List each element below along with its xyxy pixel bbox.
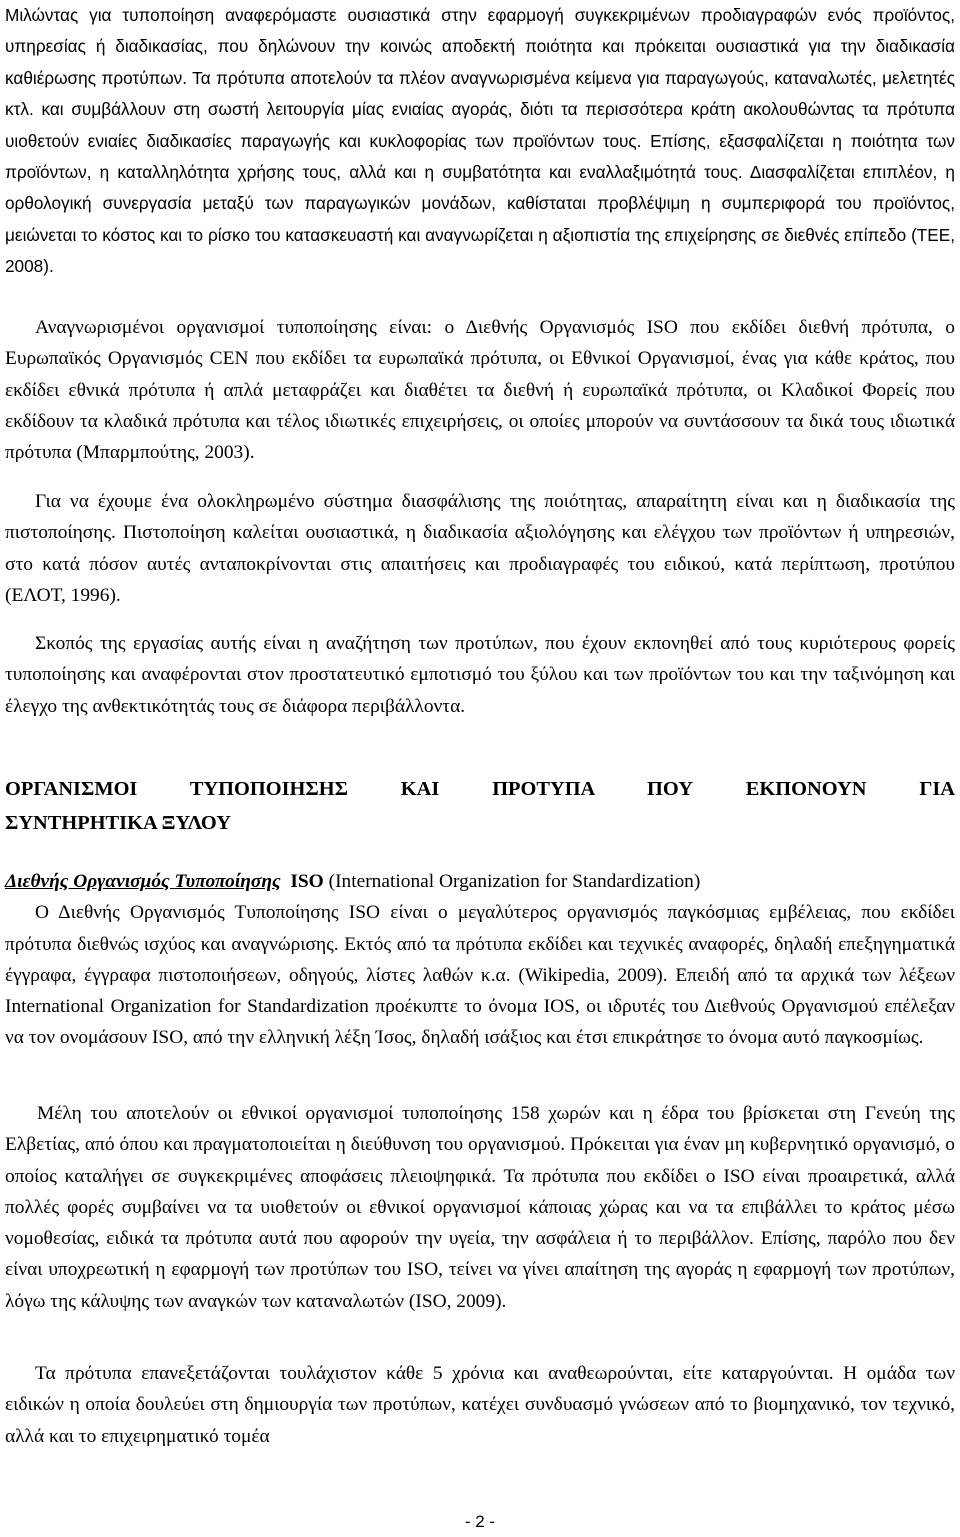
paragraph-iso-description: Ο Διεθνής Οργανισμός Τυποποίησης ISO είναι ο μεγαλύτερος οργανισμός παγκόσμιας εμβέλειας, που εκδίδει πρότυπα διεθνώς ισχύος και αναγνώρισης. Εκτός από τα πρότυπα εκδίδει και τεχνικές αναφορές, δηλαδή επεξηγηματικά έγγραφα, έγγραφα πιστοποιήσεων, οδηγούς, λίστες λαθών κ.α. (Wikipedia, 2009). Επειδή από τα αρχικά των λέξεων International Organization for Standardization προέκυπτε το όνομα IOS, οι ιδρυτές του Διεθνούς Οργανισμού επέλεξαν να τον ονομάσουν ISO, από την ελληνική λέξη Ίσος, δηλαδή ισάξιος και έτσι επικράτησε το όνομα αυτό παγκοσμίως. <box>5 902 955 1049</box>
paragraph-standardization-intro: Μιλώντας για τυποποίηση αναφερόμαστε ουσιαστικά στην εφαρμογή συγκεκριμένων προδιαγραφών ενός προϊόντος, υπηρεσίας ή διαδικασίας, που δηλώνουν την κοινώς αποδεκτή ποιότητα και πρόκειται ουσιαστικά για την διαδικασία καθιέρωσης προτύπων. Τα πρότυπα αποτελούν τα πλέον αναγνωρισμένα κείμενα για παραγωγούς, καταναλωτές, μελετητές κτλ. και συμβάλλουν στη σωστή λειτουργία μίας ενιαίας αγοράς, διότι τα περισσότερα κράτη ακολουθώντας τα πρότυπα υιοθετούν ενιαίες διαδικασίες παραγωγής και κυκλοφορίας των προϊόντων τους. Επίσης, εξασφαλίζεται η ποιότητα των προϊόντων, η καταλληλότητα χρήσης τους, αλλά και η συμβατότητα και εναλλαξιμότητά τους. Διασφαλίζεται επιπλέον, η ορθολογική συνεργασία μεταξύ των παραγωγικών μονάδων, καθίσταται προβλέψιμη η συμπεριφορά του προϊόντος, μειώνεται το κόστος και το ρίσκο του κατασκευαστή και αναγνωρίζεται η αξιοπιστία της επιχείρησης σε διεθνές επίπεδο (ΤΕΕ, 2008). <box>5 5 955 277</box>
paragraph-iso-members: Μέλη του αποτελούν οι εθνικοί οργανισμοί τυποποίησης 158 χωρών και η έδρα του βρίσκεται στη Γενεύη της Ελβετίας, από όπου και πραγματοποιείται η διεύθυνση του οργανισμού. Πρόκειται για έναν μη κυβερνητικό οργανισμό, ο οποίος καταλήγει σε συγκεκριμένες αποφάσεις πλειοψηφικά. Τα πρότυπα που εκδίδει ο ISO είναι προαιρετικά, αλλά πολλές φορές συμβαίνει να τα υιοθετούν οι εθνικοί οργανισμοί κάποιας χώρας και να τα επιβάλλει το κράτος μέσω νομοθεσίας, ειδικά τα πρότυπα αυτά που αφορούν την υγεία, την ασφάλεια ή το περιβάλλον. Επίσης, παρόλο που δεν είναι υποχρεωτική η εφαρμογή των προτύπων του ISO, τείνει να γίνει απαίτηση της αγοράς η εφαρμογή των προτύπων, λόγω της κάλυψης των αναγκών των καταναλωτών (ISO, 2009). <box>5 1103 955 1312</box>
subheading-title: Διεθνής Οργανισμός Τυποποίησης <box>5 871 281 892</box>
section-heading-line1: ΟΡΓΑΝΙΣΜΟΙ ΤΥΠΟΠΟΙΗΣΗΣ ΚΑΙ ΠΡΟΤΥΠΑ ΠΟΥ ΕΚΠΟΝΟΥΝ ΓΙΑ <box>5 778 955 800</box>
paragraph-certification: Για να έχουμε ένα ολοκληρωμένο σύστημα διασφάλισης της ποιότητας, απαραίτητη είναι και η διαδικασία της πιστοποίησης. Πιστοποίηση καλείται ουσιαστικά, η διαδικασία αξιολόγησης και ελέγχου των προϊόντων ή υπηρεσιών, στο κατά πόσον αυτές ανταποκρίνονται στις απαιτήσεις και προδιαγραφές του ειδικού, κατά περίπτωση, προτύπου (ΕΛΟΤ, 1996). <box>5 491 955 606</box>
iso-subheading <box>5 866 955 897</box>
subheading-rest: (International Organization for Standardization) <box>323 871 701 892</box>
section-heading-line2: ΣΥΝΤΗΡΗΤΙΚΑ ΞΥΛΟΥ <box>5 812 231 834</box>
paragraph-recognized-organizations: Αναγνωρισμένοι οργανισμοί τυποποίησης είναι: ο Διεθνής Οργανισμός ISO που εκδίδει διεθνή πρότυπα, ο Ευρωπαϊκός Οργανισμός CEN που εκδίδει τα ευρωπαϊκά πρότυπα, οι Εθνικοί Οργανισμοί, ένας για κάθε κράτος, που εκδίδει εθνικά πρότυπα ή απλά μεταφράζει και διαθέτει τα διεθνή ή ευρωπαϊκά πρότυπα, οι Κλαδικοί Φορείς που εκδίδουν τα κλαδικά πρότυπα και τέλος ιδιωτικές επιχειρήσεις, οι οποίες μπορούν να συντάσσουν τα δικά τους ιδιωτικά πρότυπα (Μπαρμπούτης, 2003). <box>5 317 955 464</box>
paragraph-standards-review: Τα πρότυπα επανεξετάζονται τουλάχιστον κάθε 5 χρόνια και αναθεωρούνται, είτε καταργούνται. Η ομάδα των ειδικών η οποία δουλεύει στη δημιουργία των προτύπων, κατέχει συνδυασμό γνώσεων από το βιομηχανικό, τον τεχνικό, αλλά και το επιχειρηματικό τομέα <box>5 1363 955 1447</box>
paragraph-purpose: Σκοπός της εργασίας αυτής είναι η αναζήτηση των προτύπων, που έχουν εκπονηθεί από τους κυριότερους φορείς τυποποίησης και αναφέρονται στον προστατευτικό εμποτισμό του ξύλου και των προϊόντων του και την ταξινόμηση και έλεγχο της ανθεκτικότητάς τους σε διάφορα περιβάλλοντα. <box>5 633 955 717</box>
page-number: - 2 - <box>464 1512 496 1531</box>
iso-section <box>5 866 955 1054</box>
subheading-iso: ISO <box>290 871 324 892</box>
section-heading <box>5 772 955 840</box>
